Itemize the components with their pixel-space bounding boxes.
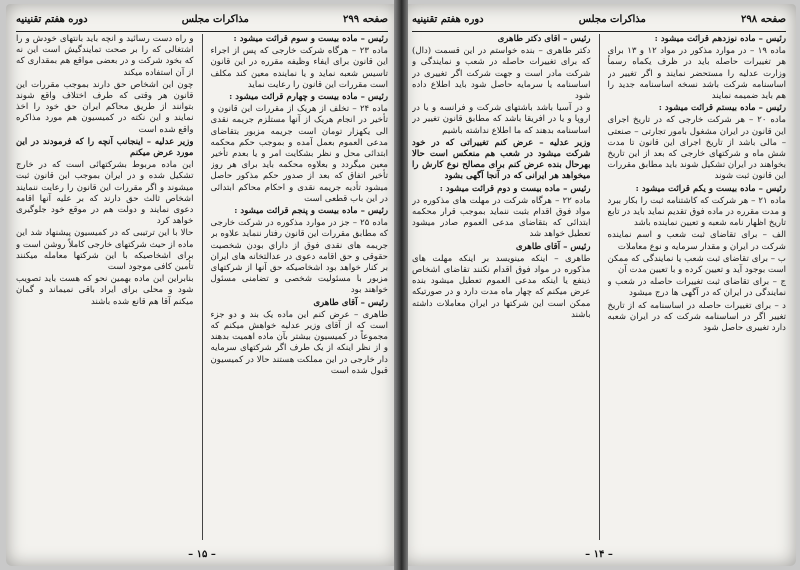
paragraph: طاهری – اينکه مينويسد بر اينکه مهلت های مذکوره در مواد فوق اقدام نکنند تقاضای اشخاص ذينفع يا اينکه مدعی العموم تعطيل ميشود بنده عرض ميکنم که چهار ماه مدت دارد و در صورتيکه ممکن است اين شرکتها در ايران معاملات داشته باشند [412, 253, 591, 320]
paragraph: حالا با اين ترتيبی که در کميسيون پيشنهاد شد اين ماده از حيث شرکتهای خارجی کاملاً روشن است و برای اشخاصيکه با اين شرکتها معامله ميکنند تأمين کافی موجود است [16, 228, 194, 273]
left-page-right-column [211, 34, 389, 540]
paragraph: ماده ۲۵ – جز در موارد مذکوره در شرکت خارجی که مطابق مقررات اين قانون رفتار ننمايد علاوه بر جريمه های نقدی فوق از داراي بودن شخصيت حقوقی و حق اقامه دعوی در عدالتخانه های ايران بر کنار خواهد بود اشخاصيکه حق آنها از شرکتهای مزبور با مسئوليت شخصی و تضامنی مسئول خواهند بود [210, 218, 388, 296]
left-page-left-column [16, 34, 194, 540]
right-page-header [412, 10, 786, 28]
speaker-heading: رئيس – ماده بيست و پنجم قرائت ميشود : [234, 206, 388, 217]
speaker-heading: رئيس – ماده بيست و يکم قرائت ميشود : [635, 183, 786, 194]
book-gutter [394, 0, 408, 570]
speaker-heading: رئيس – آقای طاهری [313, 297, 388, 308]
paragraph: ماده ۱۹ – در موارد مذکور در مواد ۱۲ و ۱۳ برای هر تغييرات حاصله بايد در ظرف يکماه رسماً وزارت عدليه را مستحضر نمايند و اگر تغيير در اساسنامه شرکت باشد نسخه اساسنامه جديد را هم بايد ضميمه نمايند [607, 46, 786, 102]
speaker-heading: رئيس – آقای طاهری [515, 241, 591, 252]
column-divider [599, 34, 600, 540]
header-rule [16, 31, 388, 32]
right-page-left-column [412, 34, 591, 540]
right-page [402, 4, 796, 566]
paragraph: ماده ۲۴ – تخلف از هريک از مقررات اين قانون و تأخير در انجام هريک از آنها مستلزم جريمه نقدی الی يکهزار تومان است جريمه مزبور بتقاضای مدعی العموم بعمل آمده و بموجب حکم محکمه ابتدائی محل و نظر بشکايت امر و يا بعدم تأخير معين ميگردد و بعلاوه محکمه بايد برای هر روز تأخير اتفاق که بعد از صدور حکم مذکور حاصل ميشود تأديه جريمه نقدی و احکام محاکم ابتدائی در اين باب قطعی است [210, 104, 388, 204]
speaker-heading: رئيس – ماده بيست و دوم قرائت ميشود : [439, 183, 591, 194]
speaker-heading: رئيس – ماده بيست و چهارم قرائت ميشود : [229, 92, 388, 103]
right-page-number: صفحه ۲۹۸ [741, 13, 786, 25]
paragraph: ماده ۲۳ – هرگاه شرکت خارجی که پس از اجراء اين قانون برای ايفاء وظيفه مقرره در اين قانون تاسيس شعبه نمايد و يا نماينده معين کند مکلف است مقررات اين قانون را رعايت نمايد [210, 46, 388, 90]
paragraph: ماده ۲۲ – هرگاه شرکت در مهلت های مذکوره در مواد فوق اقدام بثبت ننمايد بموجب قرار محکمه ابتدائی که بتقاضای مدعی العموم صادر ميشود تعطيل خواهد شد [412, 195, 591, 240]
left-page-columns [16, 34, 388, 540]
paragraph: الف – برای تقاضای ثبت شعب و اسم نماينده شرکت در ايران و مقدار سرمايه و نوع معاملات [607, 230, 786, 252]
right-page-title: مذاکرات مجلس [578, 13, 646, 25]
paragraph: دکتر طاهری – بنده خواستم در اين قسمت (دال) که برای تغييرات حاصله در شعب و نمايندگی و شرکت مادر است و جهت شرکت اگر تغييری در اساسنامه يا سرمايه حاصل شود بايد اطلاع داده شود [412, 46, 591, 102]
speaker-heading: رئيس – آقای دکتر طاهری [497, 34, 591, 44]
right-page-right-column [608, 34, 787, 540]
paragraph: و راه دست رسائيد و آنچه بايد بانتهای خودش و را اشتغالی که را بر صحت تمايندگيش است اين نه که بخود شرکت و در بعضی مواقع هم بمقداری که از آن استفاده ميکند [16, 34, 194, 78]
left-page-title: مذاکرات مجلس [181, 13, 249, 25]
paragraph: د – برای تغييرات حاصله در اساسنامه که از تاريخ تغيير اگر در اساسنامه شرکت که در ايران شعبه دارد تغييری حاصل شود [607, 300, 786, 334]
header-rule [412, 31, 786, 32]
speaker-heading: رئيس – ماده بيست و سوم قرائت ميشود : [233, 34, 388, 44]
paragraph: بنابراين اين ماده بهمين نحو که هست بايد تصويب شود و محلی برای ايراد باقی نميماند و گمان ميکنم آقا هم قانع شده باشند [16, 274, 194, 307]
paragraph: ماده ۲۱ – هر شرکت که کاشتنامه ثبت را بکار ببرد و مدت مقرره در ماده فوق تقديم نمايد بايد در تابع تاريخ اظهار نامه شعبه و تعيين نماينده باشد [607, 195, 786, 229]
left-page-number: صفحه ۲۹۹ [343, 13, 388, 25]
left-page [6, 4, 398, 566]
speaker-heading: رئيس – ماده بيستم قرائت ميشود : [658, 103, 786, 114]
left-page-footer-number: – ۱۵ – [188, 549, 216, 560]
paragraph: ب – برای تقاضای ثبت شعب يا نمايندگی که ممکن است بوجود آيد و تعيين کرده و با تعيين مدت آن [607, 253, 786, 276]
speaker-heading: رئيس – ماده نوزدهم قرائت ميشود : [654, 34, 786, 44]
column-divider [202, 34, 203, 540]
right-page-columns [412, 34, 786, 540]
right-page-footer-number: – ۱۴ – [585, 549, 613, 560]
left-page-header [16, 10, 388, 28]
paragraph: چون اين اشخاص حق دارند بموجب مقررات اين قانون هر وقتی که طرف اختلاف واقع شوند بتوانند از طريق محاکم ايران حق خود را اخذ نمايند و اين نکته در کميسيون هم مورد مذاکره واقع شده است [16, 79, 194, 135]
speaker-heading: وزير عدليه – عرض کنم تغييراتی که در خود شرکت ميشود در شعب هم منعکس است حالا بهرحال بنده عرض کنم برای مصالح نوع کارش را ميخواهد هر ايرانی که در آنجا آگهی بشود [412, 137, 591, 182]
left-page-period: دوره هفتم تقنينیه [16, 13, 88, 25]
paragraph: ماده ۲۰ – هر شرکت خارجی که در تاريخ اجرای اين قانون در ايران مشغول بامور تجارتی – صنعتی – مالی باشد از تاريخ اجرای اين قانون تا مدت شش ماه و شرکتهای خارجی که بعد از اين تاريخ بخواهند در ايران تشکيل شوند بايد مطابق مقررات اين قانون ثبت شوند [607, 115, 786, 182]
right-page-period: دوره هفتم تقنينیه [412, 13, 484, 25]
paragraph: طاهری – عرض کنم اين ماده يک بند و دو جزء است که از آقای وزير عدليه خواهش ميکنم که مجموعاً در کميسيون بيشتر بآن ماده اهميت بدهند و از نظر اينکه از يک طرف اگر شرکتهای سرمايه دار خارجی در اين مملکت هستند حالا در کميسيون قبول شده است [210, 309, 388, 376]
paragraph: اين ماده مربوط بشرکتهائی است که در خارج تشکيل شده و در ايران بموجب اين قانون ثبت ميشوند و اگر مقررات اين قانون را رعايت ننمايند اشخاص ثالث حق دارند که بر عليه آنها اقامه دعوی نمايند و دولت هم در موقع خود جلوگيری خواهد کرد [16, 160, 194, 227]
paragraph: و در آسيا باشد باشتهای شرکت و فرانسه و يا در اروپا و يا در افريقا باشد که مطابق قانون تغيير در اساسنامه بدهند که ما اطلاع نداشته باشيم [412, 103, 591, 136]
paragraph: ج – برای تقاضای ثبت تغييرات حاصله در شعب و نمايندگی در ايران که در آگهی ها درج ميشود [607, 277, 786, 299]
speaker-heading: وزير عدليه – اينجانب آنچه را که فرمودند در اين مورد عرض ميکنم [16, 136, 194, 159]
